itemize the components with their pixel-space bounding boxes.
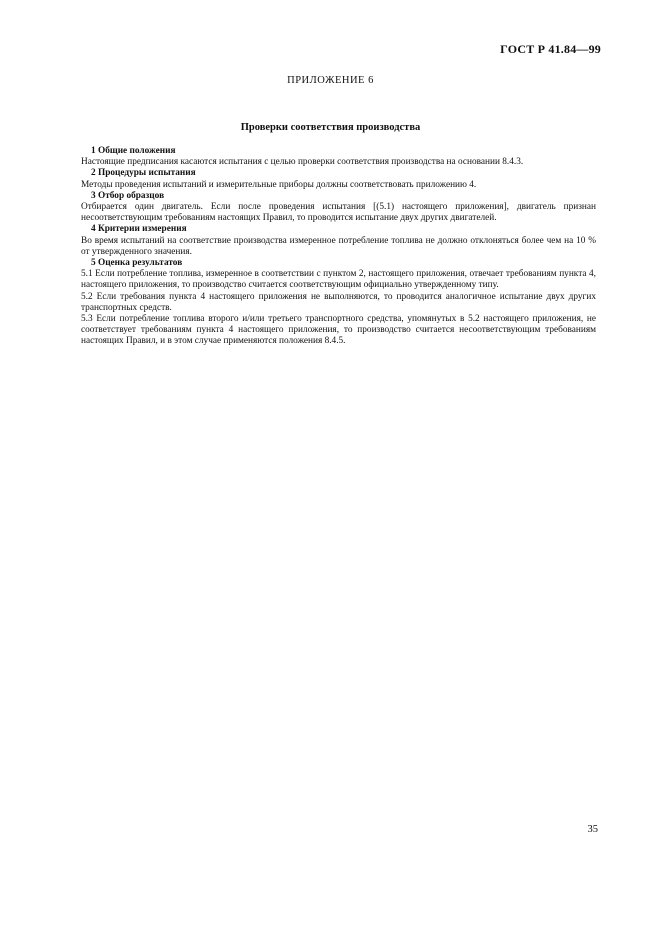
appendix-label: ПРИЛОЖЕНИЕ 6 xyxy=(287,75,374,86)
section-heading: 1 Общие положения xyxy=(91,146,176,156)
section-1 xyxy=(81,146,596,168)
section-heading: 2 Процедуры испытания xyxy=(91,168,196,179)
section-paragraph: 5.2 Если требования пункта 4 настоящего приложения не выполняются, то проводится аналогичное испытание двух других транспортных средств. xyxy=(81,291,596,313)
page-title: Проверки соответствия производства xyxy=(240,122,421,133)
section-heading: 5 Оценка результатов xyxy=(91,258,183,269)
section-5 xyxy=(81,258,596,348)
section-paragraph: Во время испытаний на соответствие производства измеренное потребление топлива не должно отклоняться более чем на 10 % от утвержденного значения. xyxy=(81,235,596,257)
section-4 xyxy=(81,224,596,258)
section-paragraph: Настоящие предписания касаются испытания с целью проверки соответствия производства на основании 8.4.3. xyxy=(81,157,524,168)
section-paragraph: Отбирается один двигатель. Если после проведения испытания [(5.1) настоящего приложения], двигатель признан несоответствующим требованиям настоящих Правил, то проводится испытание двух других двигателей. xyxy=(81,202,596,224)
document-body xyxy=(81,146,596,348)
section-paragraph: 5.3 Если потребление топлива второго и/или третьего транспортного средства, упомянутых в 5.2 настоящего приложения, не соответствует требованиям пункта 4 настоящего приложения, то производство считается несоответствующим требованиям настоящих Правил, и в этом случае применяются положения 8.4.5. xyxy=(81,314,596,347)
document-code: ГОСТ Р 41.84—99 xyxy=(500,42,601,56)
section-paragraph: 5.1 Если потребление топлива, измеренное в соответствии с пунктом 2, настоящего приложения, отвечает требованиям пункта 4, настоящего приложения, то производство считается соответствующим официально утвержденному типу. xyxy=(81,269,596,291)
section-3 xyxy=(81,191,596,225)
section-heading: 3 Отбор образцов xyxy=(91,190,165,201)
page-number: 35 xyxy=(587,824,598,835)
section-paragraph: Методы проведения испытаний и измерительные приборы должны соответствовать приложению 4. xyxy=(81,179,477,190)
section-2 xyxy=(81,168,596,190)
section-heading: 4 Критерии измерения xyxy=(91,224,187,235)
